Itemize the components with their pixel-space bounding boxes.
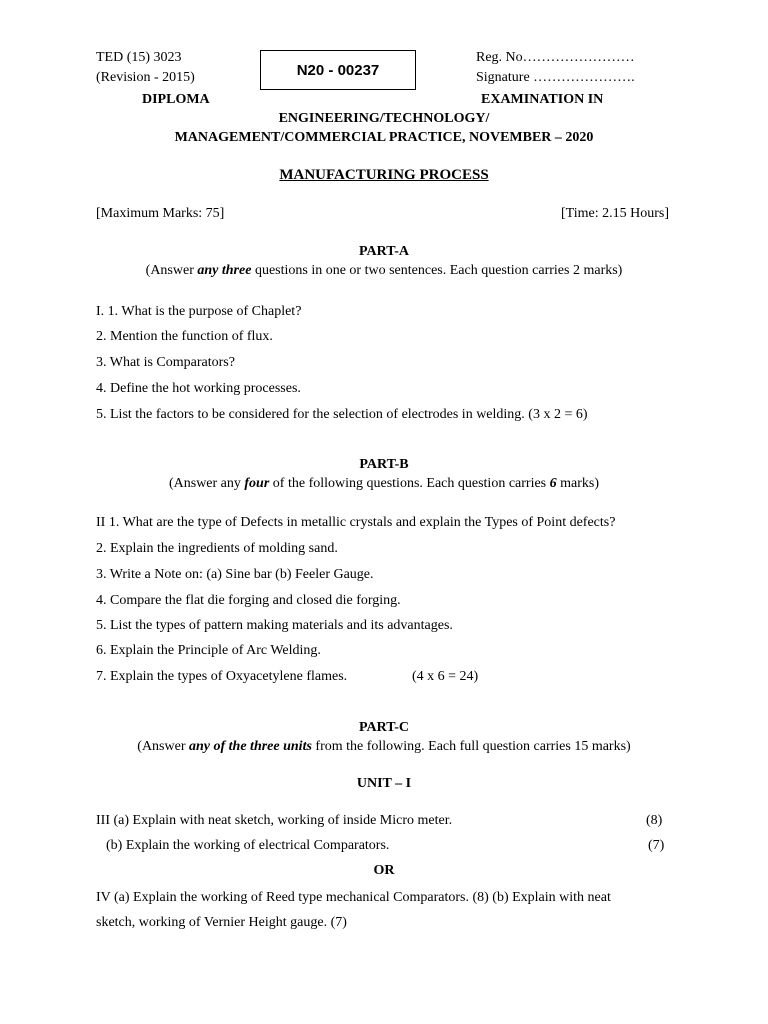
unit-1-question-3b: (b) Explain the working of electrical Comparators. (106, 838, 390, 853)
subject-title (0, 167, 768, 184)
part-b-question: 3. Write a Note on: (a) Sine bar (b) Feeler Gauge. (96, 567, 374, 582)
part-c-title: PART-C (358, 720, 410, 735)
part-a-instr-post: questions in one or two sentences. Each question carries 2 marks) (251, 263, 623, 278)
time-limit: [Time: 2.15 Hours] (561, 206, 669, 221)
unit-1-question-4-line1: IV (a) Explain the working of Reed type mechanical Comparators. (8) (b) Explain with neat (96, 890, 611, 905)
unit-1-question-3a: III (a) Explain with neat sketch, working of inside Micro meter. (96, 813, 453, 828)
part-b-question: 6. Explain the Principle of Arc Welding. (96, 643, 321, 658)
paper-code: TED (15) 3023 (96, 50, 182, 65)
part-a-instr-emph: any three (197, 263, 252, 278)
unit-title: UNIT – I (356, 776, 412, 791)
signature-field: Signature …………………. (476, 70, 635, 85)
part-b-question: II 1. What are the type of Defects in metallic crystals and explain the Types of Point defects? (96, 515, 616, 530)
exam-line-2: ENGINEERING/TECHNOLOGY/ (278, 111, 490, 126)
part-b-instr-emph: four (244, 476, 270, 491)
part-a-instr-pre: (Answer (145, 263, 198, 278)
question-paper-number: N20 - 00237 (260, 50, 416, 90)
part-b-instr-pre: (Answer any (168, 476, 245, 491)
part-a-question: 5. List the factors to be considered for the selection of electrodes in welding. (3 x 2 = 6) (96, 407, 588, 422)
part-b-instr-post: marks) (556, 476, 600, 491)
exam-diploma: DIPLOMA (142, 92, 210, 107)
unit-1-question-4-line2: sketch, working of Vernier Height gauge. (7) (96, 915, 347, 930)
part-b-instruction (0, 476, 768, 492)
part-c-instr-pre: (Answer (137, 739, 189, 754)
part-b-instr-mid: of the following questions. Each question carries (269, 476, 550, 491)
exam-line-3: MANAGEMENT/COMMERCIAL PRACTICE, NOVEMBER – 2020 (174, 130, 594, 145)
part-a-question: 3. What is Comparators? (96, 355, 235, 370)
part-b-title: PART-B (359, 457, 409, 472)
part-a-question: 4. Define the hot working processes. (96, 381, 301, 396)
reg-no-field: Reg. No…………………… (476, 50, 635, 65)
part-c-instruction (0, 739, 768, 755)
exam-examination-in: EXAMINATION IN (481, 92, 604, 107)
part-b-question: 4. Compare the flat die forging and closed die forging. (96, 593, 401, 608)
part-b-marks-total: (4 x 6 = 24) (412, 669, 479, 684)
part-a-question: I. 1. What is the purpose of Chaplet? (96, 304, 302, 319)
part-c-instr-emph: any of the three units (189, 739, 312, 754)
part-a-question: 2. Mention the function of flux. (96, 329, 273, 344)
part-b-question: 5. List the types of pattern making materials and its advantages. (96, 618, 453, 633)
revision: (Revision - 2015) (96, 70, 195, 85)
subject-title-text: MANUFACTURING PROCESS (279, 167, 489, 183)
or-separator: OR (373, 863, 395, 878)
part-a-instruction (0, 263, 768, 279)
part-b-question: 2. Explain the ingredients of molding sand. (96, 541, 338, 556)
unit-1-question-3b-marks: (7) (648, 838, 665, 853)
unit-1-question-3a-marks: (8) (646, 813, 663, 828)
max-marks: [Maximum Marks: 75] (96, 206, 225, 221)
part-c-instr-post: from the following. Each full question carries 15 marks) (311, 739, 631, 754)
part-b-question: 7. Explain the types of Oxyacetylene flames. (96, 669, 348, 684)
part-a-title: PART-A (358, 244, 410, 259)
part-b-instr-emph2: 6 (549, 476, 557, 491)
